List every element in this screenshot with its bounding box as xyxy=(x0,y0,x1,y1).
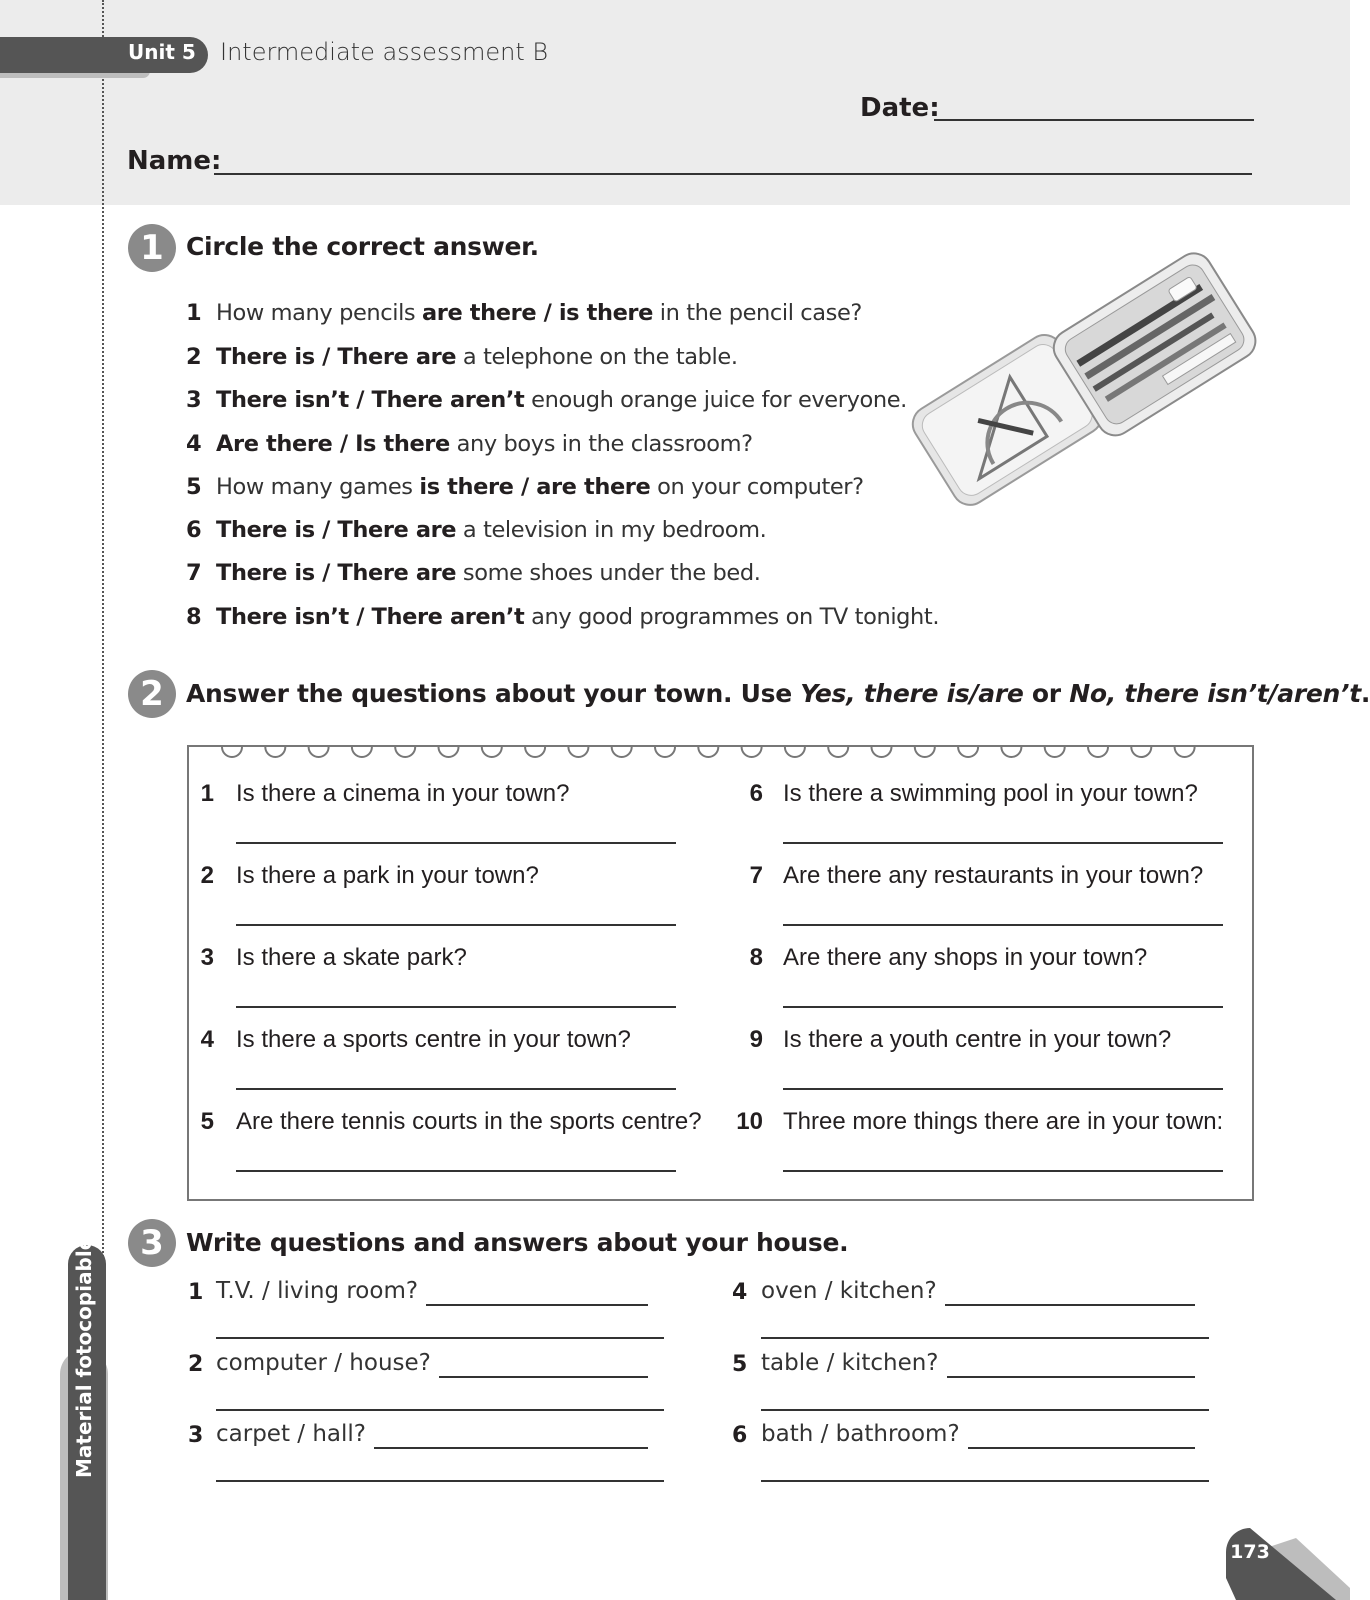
name-field[interactable] xyxy=(214,173,1252,175)
answer-line[interactable] xyxy=(783,1088,1223,1090)
item-number: 3 xyxy=(186,387,202,413)
item-text: any boys in the classroom? xyxy=(449,431,753,457)
spiral-ring xyxy=(915,747,935,757)
spiral-ring xyxy=(958,747,978,757)
spiral-ring xyxy=(698,747,718,757)
spiral-ring xyxy=(525,747,545,757)
spiral-ring xyxy=(352,747,372,757)
spiral-ring xyxy=(309,747,329,757)
answer-line[interactable] xyxy=(236,1006,676,1008)
question-item xyxy=(186,560,760,586)
spiral-ring xyxy=(568,747,588,757)
section-1-title: Circle the correct answer. xyxy=(186,232,539,261)
answer-line[interactable] xyxy=(761,1337,1209,1339)
spiral-ring xyxy=(872,747,892,757)
question-text: Is there a swimming pool in your town? xyxy=(783,780,1198,807)
answer-choice[interactable]: are there / is there xyxy=(422,300,653,326)
answer-line[interactable] xyxy=(439,1376,648,1378)
spiral-ring xyxy=(785,747,805,757)
item-text: a television in my bedroom. xyxy=(456,517,767,543)
answer-line[interactable] xyxy=(968,1447,1195,1449)
question-prompt: table / kitchen? xyxy=(761,1350,939,1376)
spiral-ring xyxy=(1088,747,1108,757)
question-text: Are there any shops in your town? xyxy=(783,944,1148,971)
answer-line[interactable] xyxy=(236,924,676,926)
item-text: How many pencils xyxy=(216,300,423,326)
section-3-title: Write questions and answers about your house. xyxy=(186,1228,849,1257)
question-number: 2 xyxy=(188,1352,204,1377)
section-2-badge: 2 xyxy=(128,670,176,718)
question-number: 9 xyxy=(749,1026,763,1053)
date-label: Date: xyxy=(860,93,940,123)
item-number: 6 xyxy=(186,517,202,543)
item-number: 7 xyxy=(186,560,202,586)
answer-line[interactable] xyxy=(761,1480,1209,1482)
date-field[interactable] xyxy=(934,119,1254,121)
answer-line[interactable] xyxy=(761,1409,1209,1411)
spiral-ring xyxy=(439,747,459,757)
item-text: any good programmes on TV tonight. xyxy=(524,604,940,630)
answer-choice[interactable]: Are there / Is there xyxy=(216,431,450,457)
item-text: How many games xyxy=(216,474,420,500)
page-title: Intermediate assessment B xyxy=(220,38,549,66)
question-text: Is there a sports centre in your town? xyxy=(236,1026,631,1053)
question-item xyxy=(186,387,907,413)
question-number: 1 xyxy=(188,1280,204,1305)
answer-line[interactable] xyxy=(945,1304,1195,1306)
question-prompt: bath / bathroom? xyxy=(761,1421,960,1447)
answer-choice[interactable]: There is / There are xyxy=(216,517,457,543)
answer-line[interactable] xyxy=(236,1088,676,1090)
question-number: 6 xyxy=(749,780,763,807)
answer-line[interactable] xyxy=(947,1376,1195,1378)
item-text: some shoes under the bed. xyxy=(456,560,761,586)
side-label: Material fotocopiable xyxy=(72,1236,96,1478)
answer-line[interactable] xyxy=(426,1304,648,1306)
question-number: 1 xyxy=(200,780,214,807)
question-text: Is there a skate park? xyxy=(236,944,467,971)
item-text: on your computer? xyxy=(650,474,864,500)
spiral-ring xyxy=(1131,747,1151,757)
spiral-ring xyxy=(828,747,848,757)
question-text: Are there any restaurants in your town? xyxy=(783,862,1204,889)
answer-line[interactable] xyxy=(236,842,676,844)
answer-choice[interactable]: There is / There are xyxy=(216,560,457,586)
question-number: 3 xyxy=(188,1423,204,1448)
answer-line[interactable] xyxy=(216,1337,664,1339)
question-number: 7 xyxy=(749,862,763,889)
question-item xyxy=(186,431,753,457)
spiral-ring xyxy=(612,747,632,757)
question-item xyxy=(186,604,939,630)
question-prompt: oven / kitchen? xyxy=(761,1278,937,1304)
answer-line[interactable] xyxy=(783,1170,1223,1172)
item-text: a telephone on the table. xyxy=(456,344,738,370)
item-number: 1 xyxy=(186,300,202,326)
question-text: Is there a cinema in your town? xyxy=(236,780,570,807)
item-number: 5 xyxy=(186,474,202,500)
question-number: 8 xyxy=(749,944,763,971)
answer-line[interactable] xyxy=(783,842,1223,844)
item-text: enough orange juice for everyone. xyxy=(524,387,907,413)
answer-choice[interactable]: There isn’t / There aren’t xyxy=(216,387,525,413)
question-number: 5 xyxy=(732,1352,748,1377)
question-number: 2 xyxy=(200,862,214,889)
question-item xyxy=(186,517,766,543)
answer-line[interactable] xyxy=(236,1170,676,1172)
spiral-ring xyxy=(1045,747,1065,757)
page-number: 173 xyxy=(1230,1541,1270,1563)
spiral-ring xyxy=(222,747,242,757)
spiral-ring xyxy=(265,747,285,757)
section-3-badge: 3 xyxy=(128,1219,176,1267)
spiral-ring xyxy=(742,747,762,757)
item-text: in the pencil case? xyxy=(653,300,862,326)
question-text: Are there tennis courts in the sports centre? xyxy=(236,1108,702,1135)
spiral-binding xyxy=(187,735,1254,765)
answer-choice[interactable]: There is / There are xyxy=(216,344,457,370)
item-number: 4 xyxy=(186,431,202,457)
question-item xyxy=(186,300,862,326)
question-prompt: T.V. / living room? xyxy=(216,1278,419,1304)
unit-label: Unit 5 xyxy=(128,40,196,64)
spiral-ring xyxy=(655,747,675,757)
question-number: 5 xyxy=(200,1108,214,1135)
question-number: 4 xyxy=(732,1280,748,1305)
answer-line[interactable] xyxy=(783,1006,1223,1008)
answer-line[interactable] xyxy=(783,924,1223,926)
spiral-ring xyxy=(395,747,415,757)
name-label: Name: xyxy=(127,146,222,176)
question-prompt: computer / house? xyxy=(216,1350,431,1376)
answer-line[interactable] xyxy=(216,1409,664,1411)
question-number: 3 xyxy=(200,944,214,971)
spiral-ring xyxy=(482,747,502,757)
spiral-ring xyxy=(1175,747,1195,757)
question-item xyxy=(186,344,738,370)
question-number: 4 xyxy=(200,1026,214,1053)
answer-choice[interactable]: is there / are there xyxy=(419,474,651,500)
question-text: Is there a park in your town? xyxy=(236,862,539,889)
question-item xyxy=(186,474,864,500)
question-number: 6 xyxy=(732,1423,748,1448)
section-1-badge: 1 xyxy=(128,224,176,272)
spiral-ring xyxy=(1001,747,1021,757)
section-2-title: Answer the questions about your town. Use Yes, there is/are or No, there isn’t/aren’t. xyxy=(186,679,1370,708)
question-number: 10 xyxy=(736,1108,763,1135)
answer-line[interactable] xyxy=(374,1447,648,1449)
question-text: Is there a youth centre in your town? xyxy=(783,1026,1172,1053)
question-prompt: carpet / hall? xyxy=(216,1421,366,1447)
answer-choice[interactable]: There isn’t / There aren’t xyxy=(216,604,525,630)
question-text: Three more things there are in your town: xyxy=(783,1108,1224,1135)
item-number: 8 xyxy=(186,604,202,630)
pencil-case-icon xyxy=(916,268,1266,538)
answer-line[interactable] xyxy=(216,1480,664,1482)
item-number: 2 xyxy=(186,344,202,370)
